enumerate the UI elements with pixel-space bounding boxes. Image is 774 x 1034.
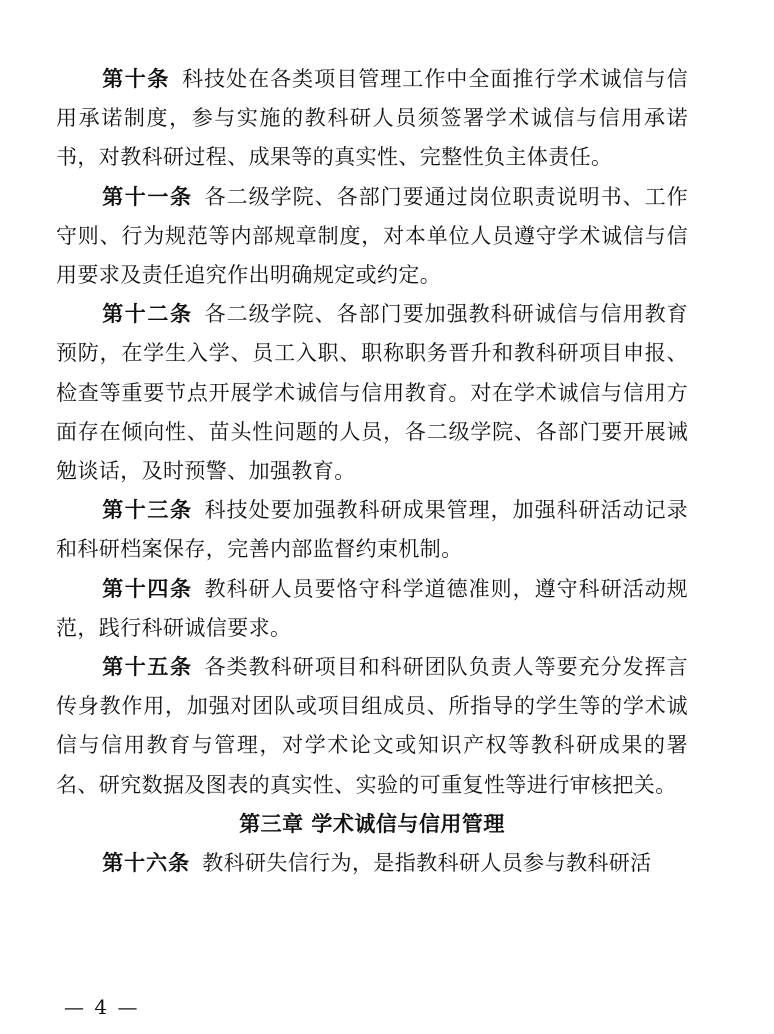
article-label: 第十四条 [102, 576, 193, 601]
article-12 [56, 295, 688, 491]
article-label: 第十条 [102, 67, 171, 91]
article-text: 各二级学院、各部门要加强教科研诚信与信用教育预防，在学生入学、员工入职、职称职务晋升和教科研项目申报、检查等重要节点开展学术诚信与信用教育。对在学术诚信与信用方面存在倾向性、苗头性问题的人员，各二级学院、各部门要开展诫勉谈话，及时预警、加强教育。 [56, 302, 688, 484]
article-11 [56, 178, 688, 296]
article-label: 第十六条 [102, 851, 191, 876]
article-13 [56, 491, 688, 569]
article-text: 教科研失信行为，是指教科研人员参与教科研活 [202, 851, 652, 876]
article-text: 教科研人员要恪守科学道德准则，遵守科研活动规范，践行科研诚信要求。 [56, 576, 688, 640]
article-text: 科技处在各类项目管理工作中全面推行学术诚信与信用承诺制度，参与实施的教科研人员须签署学术诚信与信用承诺书，对教科研过程、成果等的真实性、完整性负主体责任。 [56, 67, 688, 170]
article-10 [56, 60, 688, 178]
chapter-heading: 第三章 学术诚信与信用管理 [239, 811, 505, 836]
article-label: 第十五条 [102, 655, 193, 680]
article-15 [56, 648, 688, 805]
article-text: 科技处要加强教科研成果管理，加强科研活动记录和科研档案保存，完善内部监督约束机制。 [56, 498, 688, 562]
article-label: 第十一条 [102, 184, 193, 209]
document-page [56, 60, 688, 883]
article-16 [56, 844, 688, 883]
article-label: 第十三条 [102, 498, 193, 523]
article-text: 各二级学院、各部门要通过岗位职责说明书、工作守则、行为规范等内部规章制度，对本单位人员遵守学术诚信与信用要求及责任追究作出明确规定或约定。 [56, 184, 688, 288]
article-label: 第十二条 [102, 302, 193, 327]
article-text: 各类教科研项目和科研团队负责人等要充分发挥言传身教作用，加强对团队或项目组成员、所指导的学生等的学术诚信与信用教育与管理，对学术论文或知识产权等教科研成果的署名、研究数据及图表的真实性、实验的可重复性等进行审核把关。 [56, 655, 688, 797]
page-number: — 4 — [64, 995, 140, 1019]
article-14 [56, 570, 688, 648]
